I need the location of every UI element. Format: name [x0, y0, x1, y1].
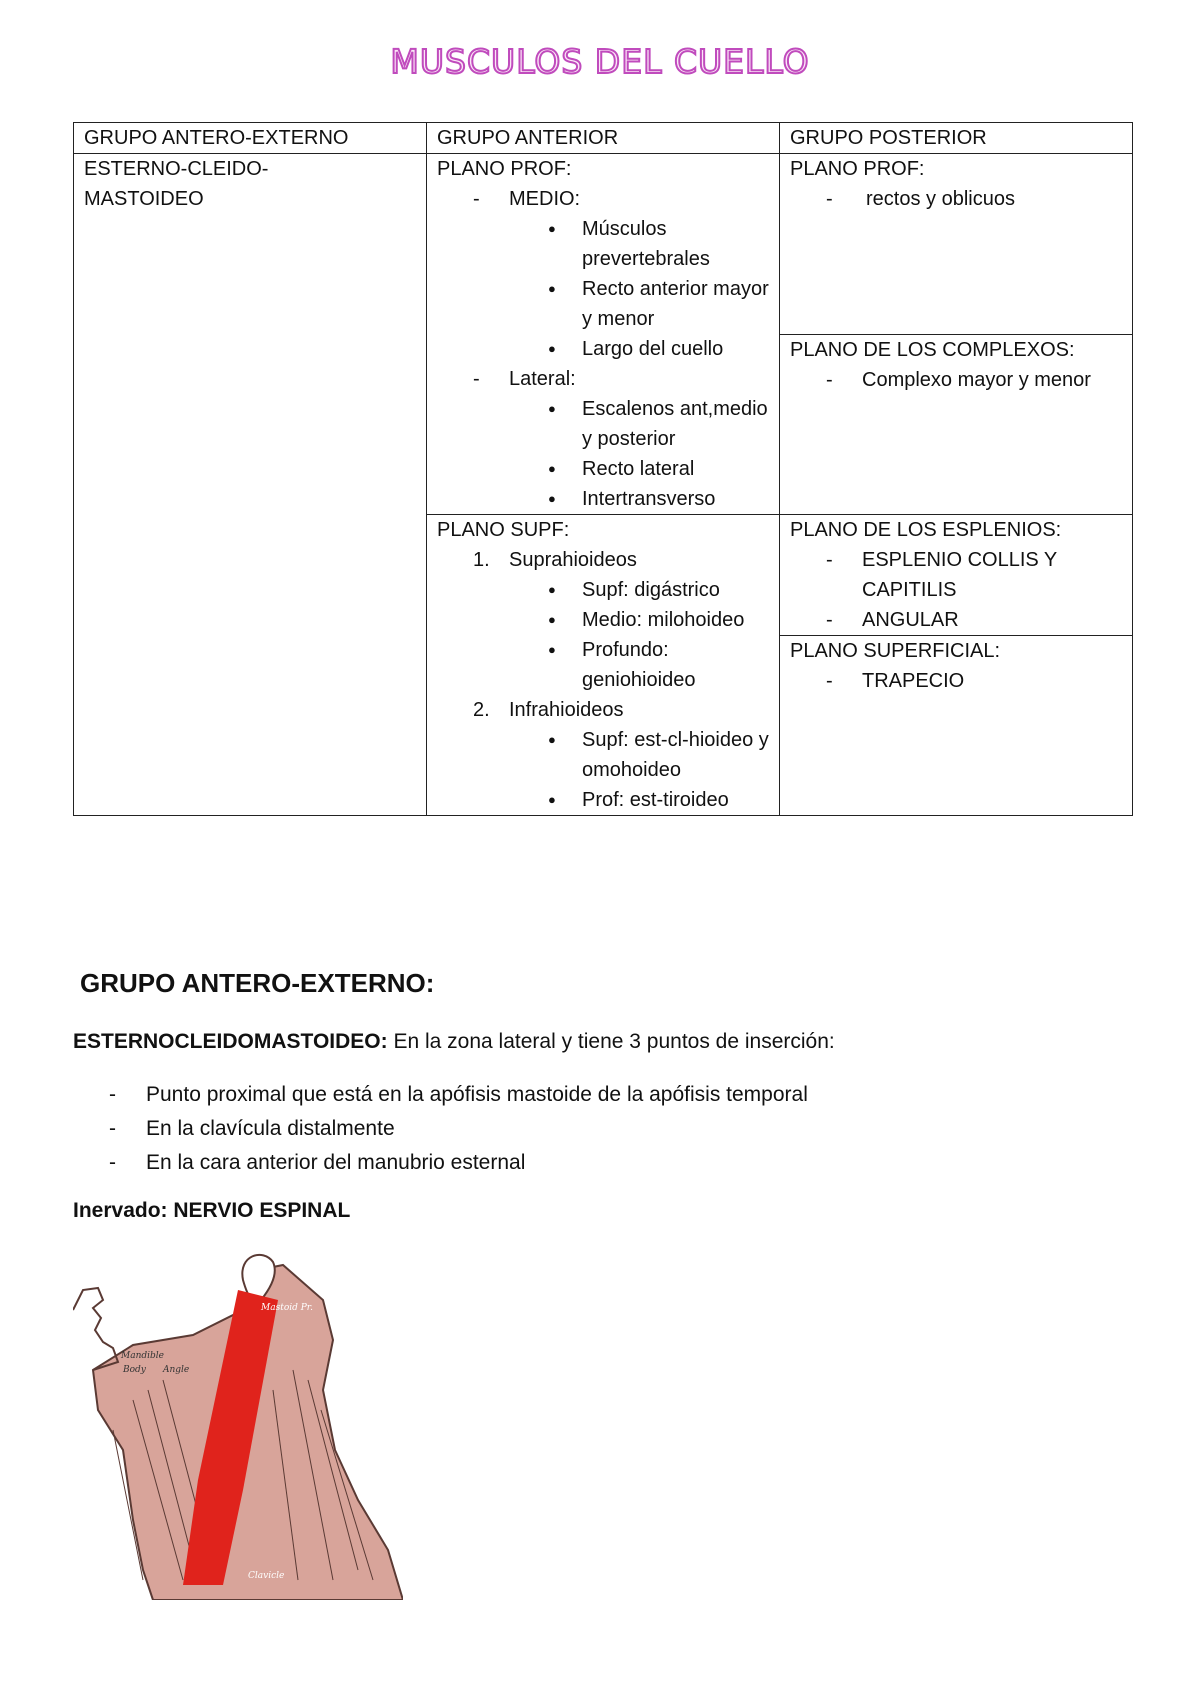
list-item: - TRAPECIO [790, 666, 1122, 696]
list-item: - ANGULAR [790, 605, 1122, 635]
anatomy-drawing [73, 1250, 403, 1600]
list-item: ● Largo del cuello [437, 334, 769, 364]
subgroup-label: Suprahioideos [509, 549, 637, 571]
list-item: ● Supf: est-cl-hioideo y omohoideo [437, 725, 769, 785]
bullet-list [509, 214, 769, 364]
muscle-description [73, 1027, 835, 1057]
header-antero-externo: GRUPO ANTERO-EXTERNO [74, 123, 427, 154]
list-item: ● Recto anterior mayor y menor [437, 274, 769, 334]
header-anterior: GRUPO ANTERIOR [427, 123, 780, 154]
innervation-text: Inervado: NERVIO ESPINAL [73, 1199, 351, 1222]
list-item [437, 545, 769, 695]
subgroup-label: Infrahioideos [509, 699, 624, 721]
list-item [437, 695, 769, 815]
bullet-list [509, 725, 769, 815]
dash-list [790, 365, 1122, 395]
muscle-name-line1: ESTERNO-CLEIDO- [84, 158, 269, 180]
list-item: ● Supf: digástrico [437, 575, 769, 605]
bullet-list [509, 394, 769, 514]
list-item: ● Músculos prevertebrales [437, 214, 769, 274]
cell-anterior-deep [427, 154, 780, 515]
list-number: 1. [473, 549, 490, 571]
table-header-row [74, 123, 1133, 154]
label-body: Body [123, 1365, 146, 1375]
plane-label: PLANO DE LOS ESPLENIOS: [790, 519, 1062, 541]
numbered-list [437, 545, 769, 815]
list-item: ● Recto lateral [437, 454, 769, 484]
plane-label: PLANO SUPF: [437, 519, 570, 541]
list-item: - En la cara anterior del manubrio esternal [73, 1146, 808, 1180]
insertion-list [73, 1078, 808, 1180]
list-item: ● Escalenos ant,medio y posterior [437, 394, 769, 454]
muscle-name-line2: MASTOIDEO [84, 188, 204, 210]
dash-list [790, 184, 1122, 214]
neck-muscles-table [73, 122, 1133, 816]
bullet-list [509, 575, 769, 695]
label-mastoid: Mastoid Pr. [261, 1303, 313, 1313]
plane-label: PLANO PROF: [790, 158, 925, 180]
plane-label: PLANO DE LOS COMPLEXOS: [790, 338, 1075, 361]
cell-antero-externo [74, 154, 427, 816]
plane-label: PLANO PROF: [437, 158, 572, 180]
cell-posterior-complexos [780, 334, 1133, 515]
section-heading: GRUPO ANTERO-EXTERNO: [80, 968, 435, 998]
cell-posterior-deep [780, 154, 1133, 335]
list-item: ● Intertransverso [437, 484, 769, 514]
description-text: En la zona lateral y tiene 3 puntos de inserción: [387, 1030, 835, 1053]
list-item: ● Profundo: geniohioideo [437, 635, 769, 695]
muscle-name: ESTERNOCLEIDOMASTOIDEO: [73, 1030, 388, 1053]
cell-anterior-superficial [427, 515, 780, 816]
label-mandible: Mandible [121, 1351, 164, 1361]
list-number: 2. [473, 699, 490, 721]
cell-posterior-esplenios [780, 515, 1133, 636]
list-item: - Punto proximal que está en la apófisis mastoide de la apófisis temporal [73, 1078, 808, 1112]
subgroup-label: MEDIO: [509, 188, 581, 210]
page-title: MUSCULOS DEL CUELLO [390, 42, 810, 82]
subgroup-label: Lateral: [509, 368, 576, 390]
list-item: - En la clavícula distalmente [73, 1112, 808, 1146]
plane-label: PLANO SUPERFICIAL: [790, 640, 1001, 662]
list-item [437, 364, 769, 514]
list-item: - rectos y oblicuos [790, 184, 1122, 214]
list-item: - Complexo mayor y menor [790, 365, 1122, 395]
list-item: ● Prof: est-tiroideo [437, 785, 769, 815]
cell-posterior-superficial [780, 636, 1133, 816]
neck-anatomy-illustration [73, 1250, 403, 1600]
list-item: ● Medio: milohoideo [437, 605, 769, 635]
dash-list [790, 545, 1122, 635]
label-clavicle: Clavicle [248, 1571, 285, 1581]
label-angle: Angle [163, 1365, 190, 1375]
list-item: - ESPLENIO COLLIS Y CAPITILIS [790, 545, 1122, 605]
list-item [437, 184, 769, 364]
dash-list [790, 666, 1122, 696]
header-posterior: GRUPO POSTERIOR [780, 123, 1133, 154]
table-row [74, 154, 1133, 335]
subgroup-list [437, 184, 769, 514]
